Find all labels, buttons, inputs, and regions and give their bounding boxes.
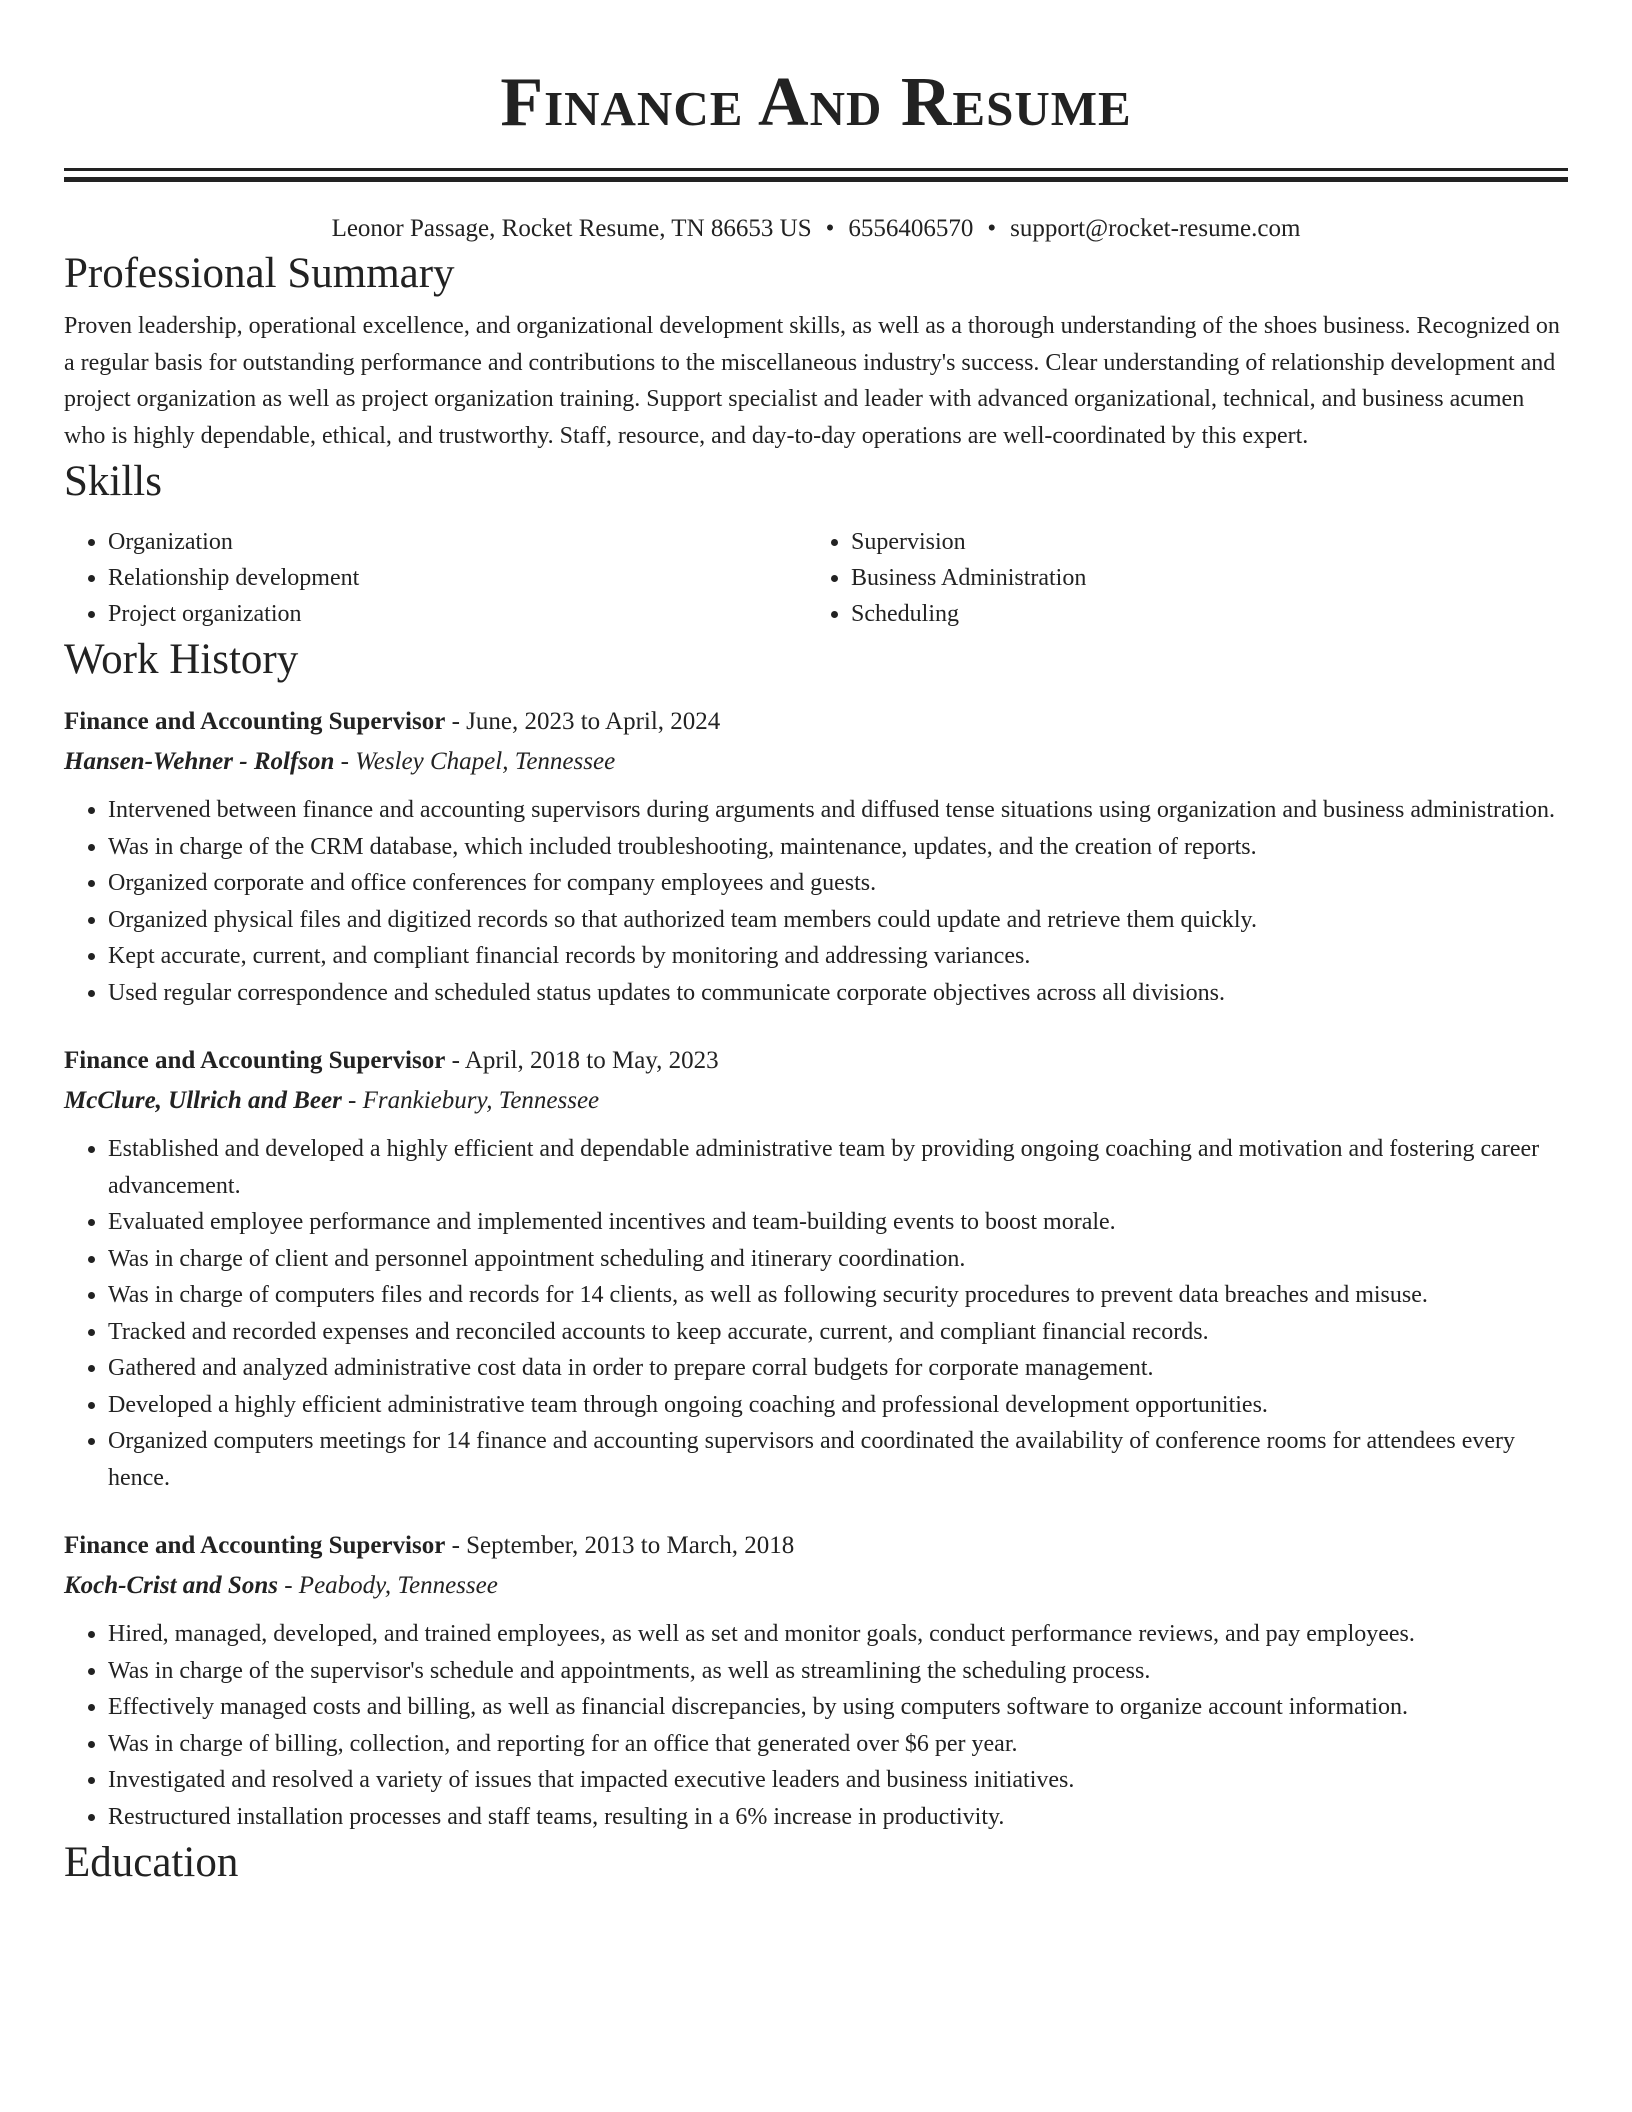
resume-title: Finance And Resume (500, 64, 1132, 141)
skills-column-right (807, 524, 1550, 632)
summary-heading: Professional Summary (64, 250, 455, 297)
job-title: Finance and Accounting Supervisor (64, 708, 446, 735)
company-line (64, 742, 1568, 782)
contact-phone: 6556406570 (848, 215, 974, 242)
contact-separator: • (987, 215, 997, 242)
job-dates: - September, 2013 to March, 2018 (445, 1532, 795, 1559)
job-bullet: • Intervened between finance and accounting supervisors during arguments and diffused tense situations using organization and business administration. (108, 792, 1568, 829)
job-bullet: • Was in charge of computers files and records for 14 clients, as well as following security procedures to prevent data breaches and misuse. (108, 1277, 1568, 1314)
company-location: - Frankiebury, Tennessee (341, 1087, 600, 1114)
job-entry (64, 1041, 1568, 1496)
resume-page (64, 0, 1568, 1891)
job-bullets (64, 792, 1568, 1011)
contact-separator: • (825, 215, 835, 242)
company-name: Koch-Crist and Sons (64, 1572, 278, 1599)
job-title-line (64, 702, 1568, 742)
skill-item: • Project organization (108, 596, 807, 632)
skill-item: • Relationship development (108, 560, 807, 596)
job-bullets (64, 1131, 1568, 1496)
summary-text: Proven leadership, operational excellence, and organizational development skills, as well as a thorough understanding of the shoes business. Recognized on a regular basis for outstanding performance and contributions to the miscellaneous industry's success. Clear understanding of relationship development and project organization as well as project organization training. Support specialist and leader with advanced organizational, technical, and business acumen who is highly dependable, ethical, and trustworthy. Staff, resource, and day-to-day operations are well-coordinated by this expert. (64, 313, 1560, 449)
contact-email: support@rocket-resume.com (1010, 215, 1301, 242)
company-name: McClure, Ullrich and Beer (64, 1087, 342, 1114)
education-heading: Education (64, 1839, 239, 1886)
job-bullet: • Was in charge of the supervisor's schedule and appointments, as well as streamlining the scheduling process. (108, 1653, 1568, 1690)
job-bullet: • Organized corporate and office conferences for company employees and guests. (108, 865, 1568, 902)
job-bullet: • Used regular correspondence and scheduled status updates to communicate corporate objectives across all divisions. (108, 975, 1568, 1012)
job-dates: - June, 2023 to April, 2024 (445, 708, 721, 735)
title-rule-thin (64, 168, 1568, 171)
job-bullet: • Hired, managed, developed, and trained employees, as well as set and monitor goals, conduct performance reviews, and pay employees. (108, 1616, 1568, 1653)
company-line (64, 1081, 1568, 1121)
company-location: - Peabody, Tennessee (277, 1572, 498, 1599)
job-bullet: • Established and developed a highly efficient and dependable administrative team by providing ongoing coaching and motivation and fostering career advancement. (108, 1131, 1568, 1204)
skills-list (64, 524, 1568, 632)
job-bullet: • Investigated and resolved a variety of issues that impacted executive leaders and business initiatives. (108, 1762, 1568, 1799)
job-title-line (64, 1526, 1568, 1566)
job-dates: - April, 2018 to May, 2023 (445, 1047, 719, 1074)
job-bullet: • Restructured installation processes and staff teams, resulting in a 6% increase in productivity. (108, 1799, 1568, 1836)
job-bullet: • Was in charge of the CRM database, which included troubleshooting, maintenance, updates, and the creation of reports. (108, 829, 1568, 866)
job-bullet: • Evaluated employee performance and implemented incentives and team-building events to boost morale. (108, 1204, 1568, 1241)
job-entry (64, 1526, 1568, 1835)
skills-column-left (64, 524, 807, 632)
skill-item: • Organization (108, 524, 807, 560)
skills-heading: Skills (64, 458, 162, 505)
job-bullets (64, 1616, 1568, 1835)
job-bullet: • Was in charge of client and personnel appointment scheduling and itinerary coordination. (108, 1241, 1568, 1278)
job-bullet: • Effectively managed costs and billing, as well as financial discrepancies, by using computers software to organize account information. (108, 1689, 1568, 1726)
job-title: Finance and Accounting Supervisor (64, 1532, 446, 1559)
skill-item: • Supervision (851, 524, 1550, 560)
contact-line (64, 212, 1568, 246)
job-bullet: • Developed a highly efficient administrative team through ongoing coaching and professional development opportunities. (108, 1387, 1568, 1424)
company-line (64, 1566, 1568, 1606)
work-history-heading: Work History (64, 636, 299, 683)
skill-item: • Scheduling (851, 596, 1550, 632)
job-entry (64, 702, 1568, 1011)
job-bullet: • Organized computers meetings for 14 finance and accounting supervisors and coordinated the availability of conference rooms for attendees every hence. (108, 1423, 1568, 1496)
job-bullet: • Was in charge of billing, collection, and reporting for an office that generated over $6 per year. (108, 1726, 1568, 1763)
job-bullet: • Kept accurate, current, and compliant financial records by monitoring and addressing variances. (108, 938, 1568, 975)
company-location: - Wesley Chapel, Tennessee (334, 748, 616, 775)
job-bullet: • Tracked and recorded expenses and reconciled accounts to keep accurate, current, and compliant financial records. (108, 1314, 1568, 1351)
skill-item: • Business Administration (851, 560, 1550, 596)
contact-address: Leonor Passage, Rocket Resume, TN 86653 US (331, 215, 812, 242)
job-bullet: • Gathered and analyzed administrative cost data in order to prepare corral budgets for corporate management. (108, 1350, 1568, 1387)
job-bullet: • Organized physical files and digitized records so that authorized team members could update and retrieve them quickly. (108, 902, 1568, 939)
company-name: Hansen-Wehner - Rolfson (64, 748, 335, 775)
title-rule-thick (64, 177, 1568, 182)
job-title-line (64, 1041, 1568, 1081)
job-title: Finance and Accounting Supervisor (64, 1047, 446, 1074)
